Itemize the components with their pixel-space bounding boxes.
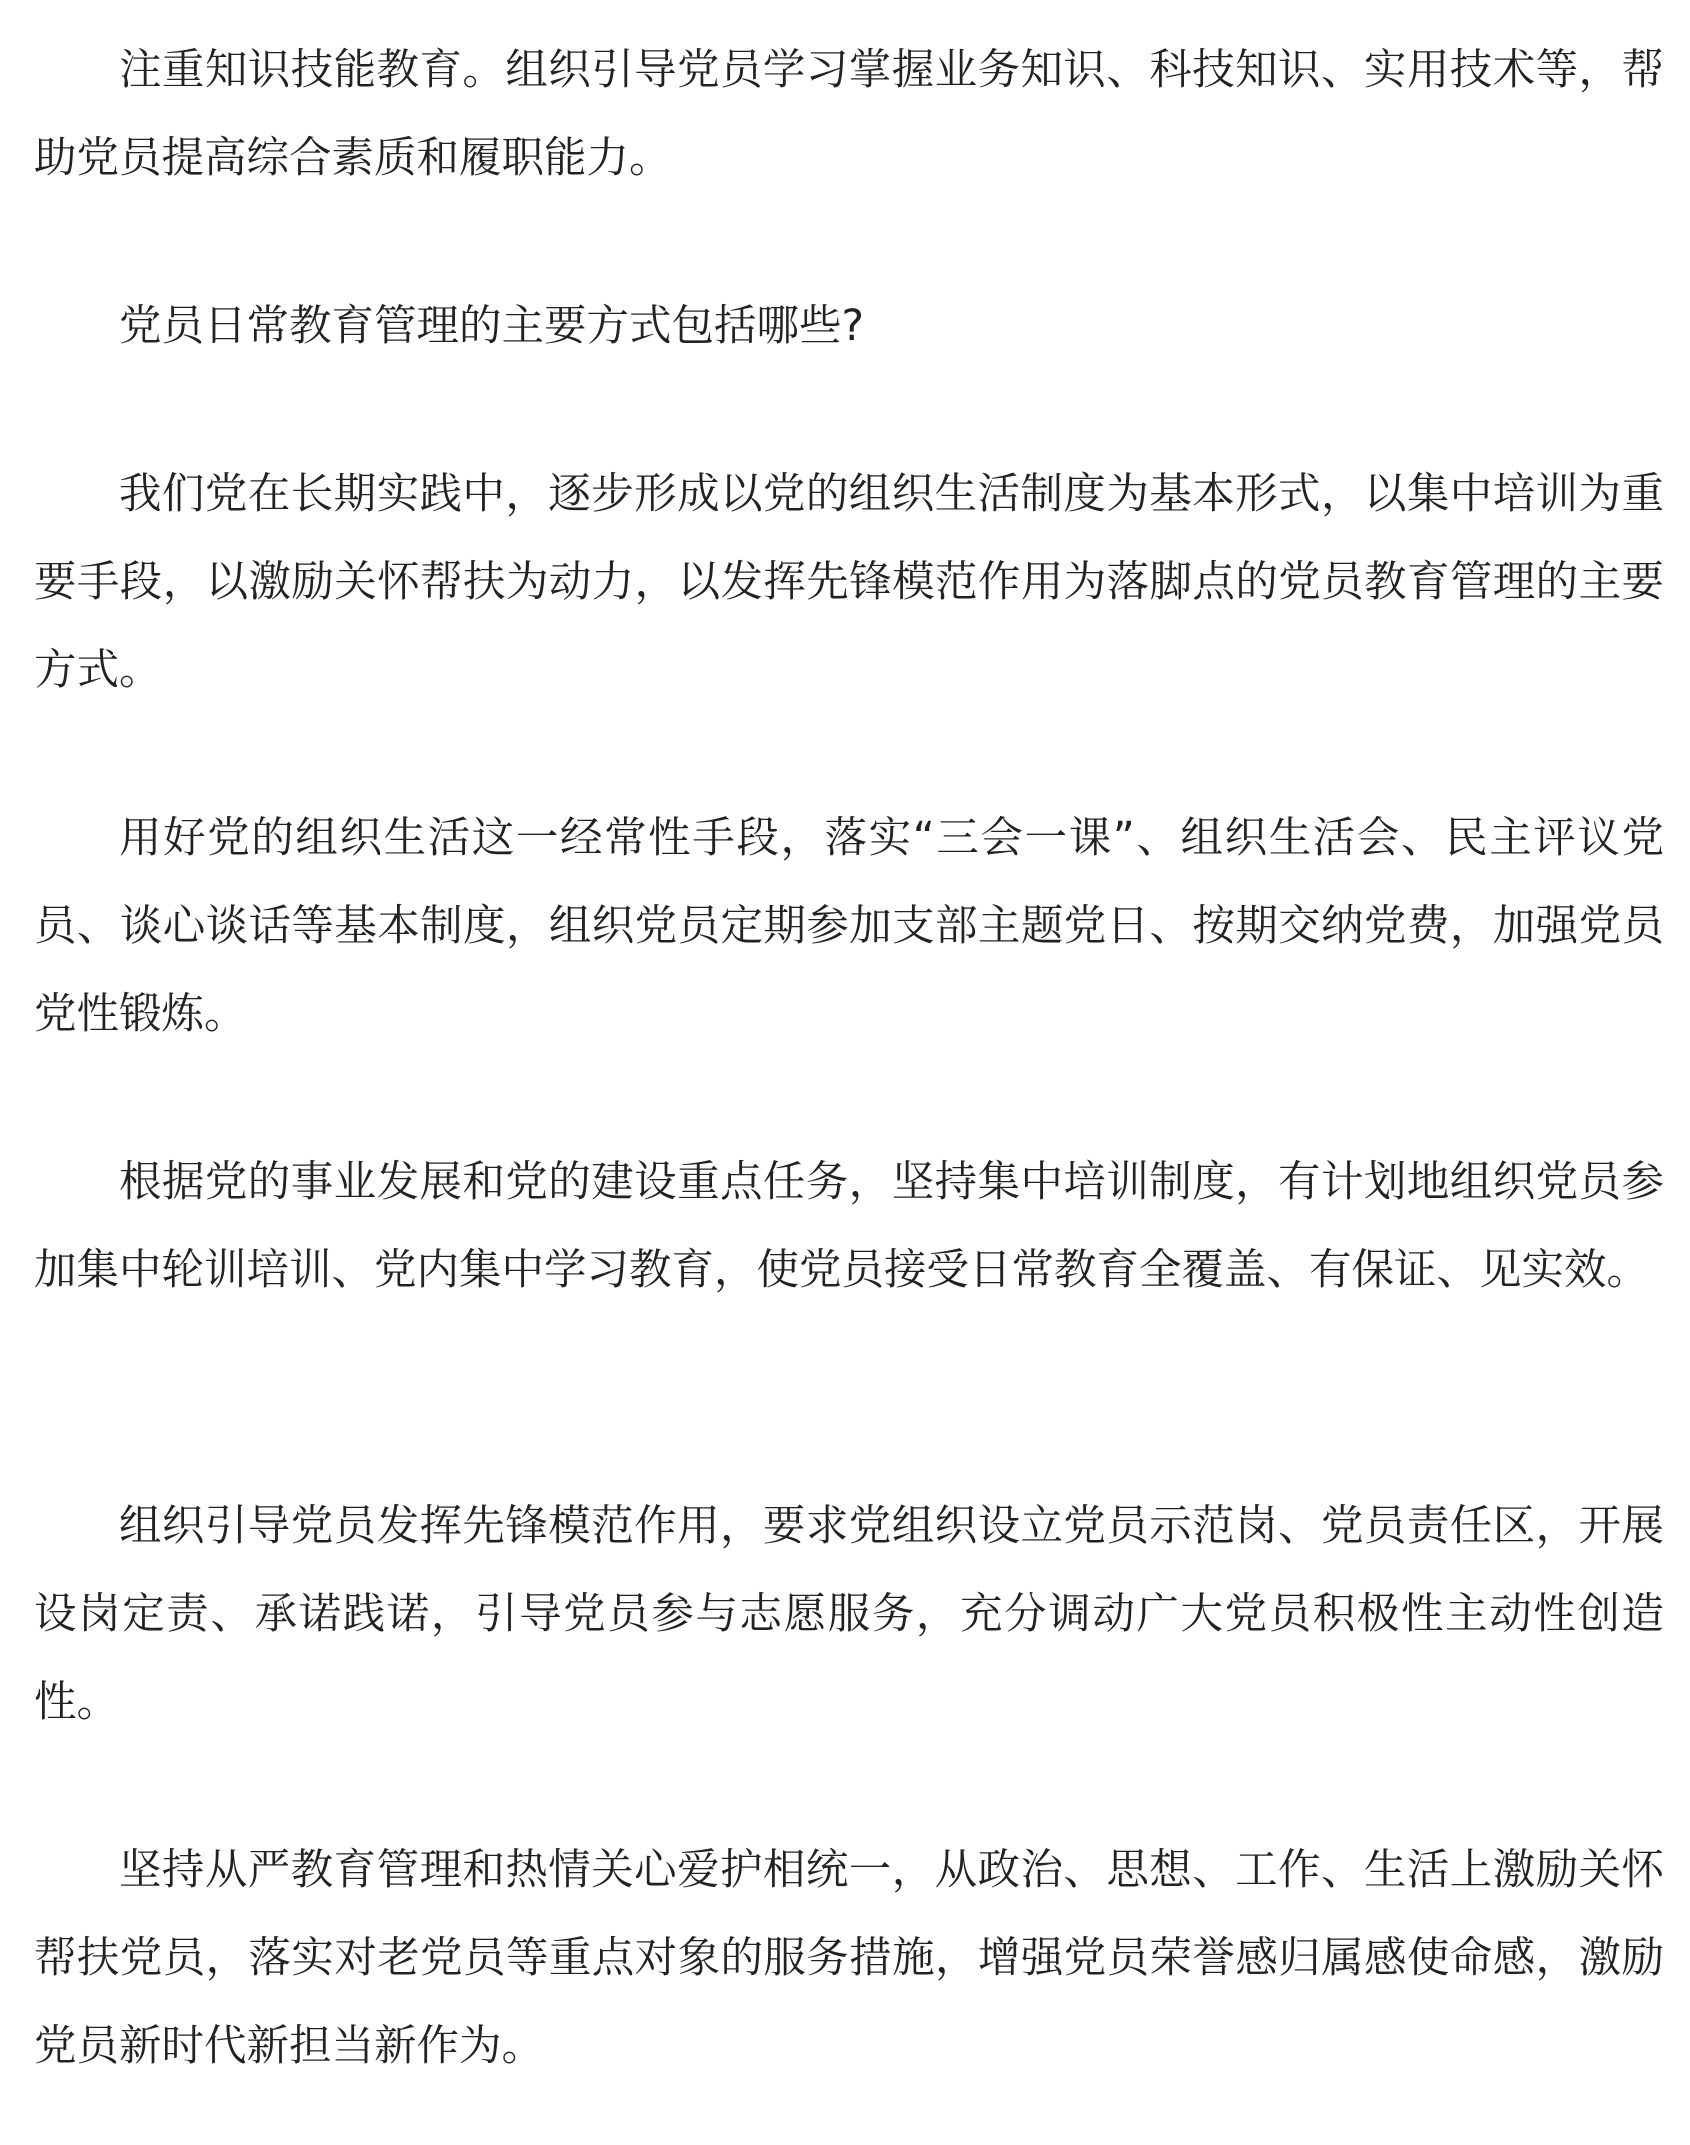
paragraph-vanguard-role: 组织引导党员发挥先锋模范作用，要求党组织设立党员示范岗、党员责任区，开展设岗定责、承诺践诺，引导党员参与志愿服务，充分调动广大党员积极性主动性创造性。: [34, 1502, 1664, 1727]
paragraph-knowledge-skills-education: 注重知识技能教育。组织引导党员学习掌握业务知识、科技知识、实用技术等，帮助党员提高综合素质和履职能力。: [34, 46, 1664, 183]
paragraph-care-and-support: 坚持从严教育管理和热情关心爱护相统一，从政治、思想、工作、生活上激励关怀帮扶党员，落实对老党员等重点对象的服务措施，增强党员荣誉感归属感使命感，激励党员新时代新担当新作为。: [34, 1846, 1664, 2071]
paragraph-organizational-life: 用好党的组织生活这一经常性手段，落实“三会一课”、组织生活会、民主评议党员、谈心谈话等基本制度，组织党员定期参加支部主题党日、按期交纳党费，加强党员党性锻炼。: [34, 814, 1664, 1039]
paragraph-main-methods: 我们党在长期实践中，逐步形成以党的组织生活制度为基本形式，以集中培训为重要手段，以激励关怀帮扶为动力，以发挥先锋模范作用为落脚点的党员教育管理的主要方式。: [34, 470, 1664, 695]
paragraph-centralized-training: 根据党的事业发展和党的建设重点任务，坚持集中培训制度，有计划地组织党员参加集中轮训培训、党内集中学习教育，使党员接受日常教育全覆盖、有保证、见实效。: [34, 1158, 1664, 1295]
paragraph-question-heading: 党员日常教育管理的主要方式包括哪些?: [119, 302, 865, 351]
